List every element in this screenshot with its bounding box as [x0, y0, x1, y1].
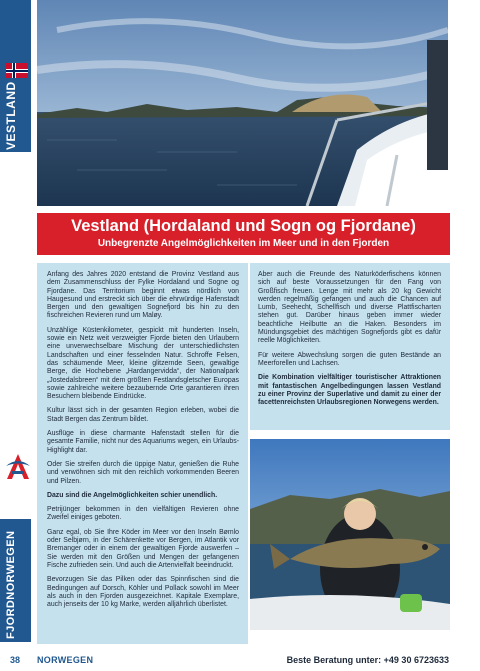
article-column-right: [250, 263, 450, 430]
side-tab-vestland: [0, 0, 31, 152]
page-footer: [0, 648, 480, 671]
side-tab-label: VESTLAND: [4, 81, 18, 150]
paragraph: Petrijünger bekommen in den vielfältigen Revieren ohne Zweifel einiges geboten.: [47, 506, 239, 522]
footer-region: NORWEGEN: [37, 655, 94, 665]
paragraph-highlight: Die Kombination vielfältiger touristischer Attraktionen mit fantastischen Angelbedingungen lassen Vestland zu einer Provinz der Superlative und damit zu einer der facettenreichsten Urlaubsregionen Norwegens werden.: [258, 374, 441, 407]
norway-flag-icon: [6, 63, 28, 78]
paragraph: Kultur lässt sich in der gesamten Region erleben, wobei die Stadt Bergen das Zentrum bildet.: [47, 407, 239, 423]
paragraph: Aber auch die Freunde des Naturköderfischens können sich auf beste Voraussetzungen für den Fang von Großfisch freuen. Lenge mit mehr als 20 kg Gewicht werden regelmäßig gefangen und auch die Chancen auf Lumb, Seehecht, Schellfisch und diverse Plattfischarten stehen gut. Darüber hinaus geben immer wieder beachtliche Heilbutte an die Haken. Besonders im Mündungsgebiet des mächtigen Sognefjords gibt es dafür reelle Möglichkeiten.: [258, 271, 441, 345]
side-tab-fjordnorwegen: [0, 519, 31, 642]
page-subtitle: Unbegrenzte Angelmöglichkeiten im Meer und in den Fjorden: [97, 238, 390, 249]
side-tab-bottom-label: FJORDNORWEGEN: [5, 530, 17, 639]
paragraph: Ausflüge in diese charmante Hafenstadt stellen für die gesamte Familie, nicht nur des Aquariums wegen, ein Urlaubs-Highlight dar.: [47, 430, 239, 454]
page-title: Vestland (Hordaland und Sogn og Fjordane): [71, 217, 416, 235]
paragraph-highlight: Dazu sind die Angelmöglichkeiten schier unendlich.: [47, 491, 218, 499]
angler-with-cod-photo: [250, 439, 450, 630]
paragraph: Unzählige Küstenkilometer, gespickt mit hunderten Inseln, sowie ein Netz weit verzweigter Fjorde bieten den Urlaubern eine unverwechselbare Mischung der unterschiedlichsten Landschaften und einer fesselnden Natur. Schroffe Felsen, das schäumende Meer, kleine glitzernde Seen, gewaltige Berge, die Hochebene „Hardangervidda“, der Nationalpark „Jostedalsbreen“ mit dem größten Festlandsgletscher Europas sowie zahlreiche weitere bezaubernde Orte garantieren ihren Besuchern bleibende Eindrücke.: [47, 326, 239, 401]
paragraph: Ganz egal, ob Sie Ihre Köder im Meer vor den Inseln Bømlo oder Selbjørn, in der Schärenkette vor Bergen, im Atlantik vor Bremanger oder in einem der gewaltigen Fjorde auswerfen – Sie werden mit den Größen und Mengen der gefangenen Fische zufrieden sein. Und auch die Artenvielfalt beeindruckt.: [47, 528, 239, 569]
title-banner: [37, 213, 450, 255]
page-number: 38: [10, 655, 21, 665]
article-column-left: [37, 263, 248, 644]
hero-photo-sea-view: [37, 0, 448, 206]
footer-contact: Beste Beratung unter: +49 30 6723633: [286, 655, 449, 665]
paragraph: Bevorzugen Sie das Pilken oder das Spinnfischen sind die Bedingungen auf Dorsch, Köhler und Pollack sowohl im Meer als auch in den Fjorden ausgezeichnet. Kapitale Exemplare, auch jenseits der 10 kg Marke, werden alljährlich überlistet.: [47, 576, 239, 609]
paragraph: Für weitere Abwechslung sorgen die guten Bestände an Meerforellen und Lachsen.: [258, 351, 441, 367]
paragraph: Oder Sie streifen durch die üppige Natur, genießen die Ruhe und verwöhnen sich mit den reichlich vorkommenden Beeren und Pilzen.: [47, 460, 239, 485]
publisher-logo-icon: [4, 452, 32, 482]
paragraph: Anfang des Jahres 2020 entstand die Provinz Vestland aus dem Zusammenschluss der Fylke Hordaland und Sogne og Fjordane. Das Territorium beginnt etwas nördlich von Haugesund und erstreckt sich über die ehrwürdige Hafenstadt Bergen und den gewaltigen Sognefjord bis hin zu den fischreichen Revieren rund um Maløy.: [47, 271, 239, 320]
